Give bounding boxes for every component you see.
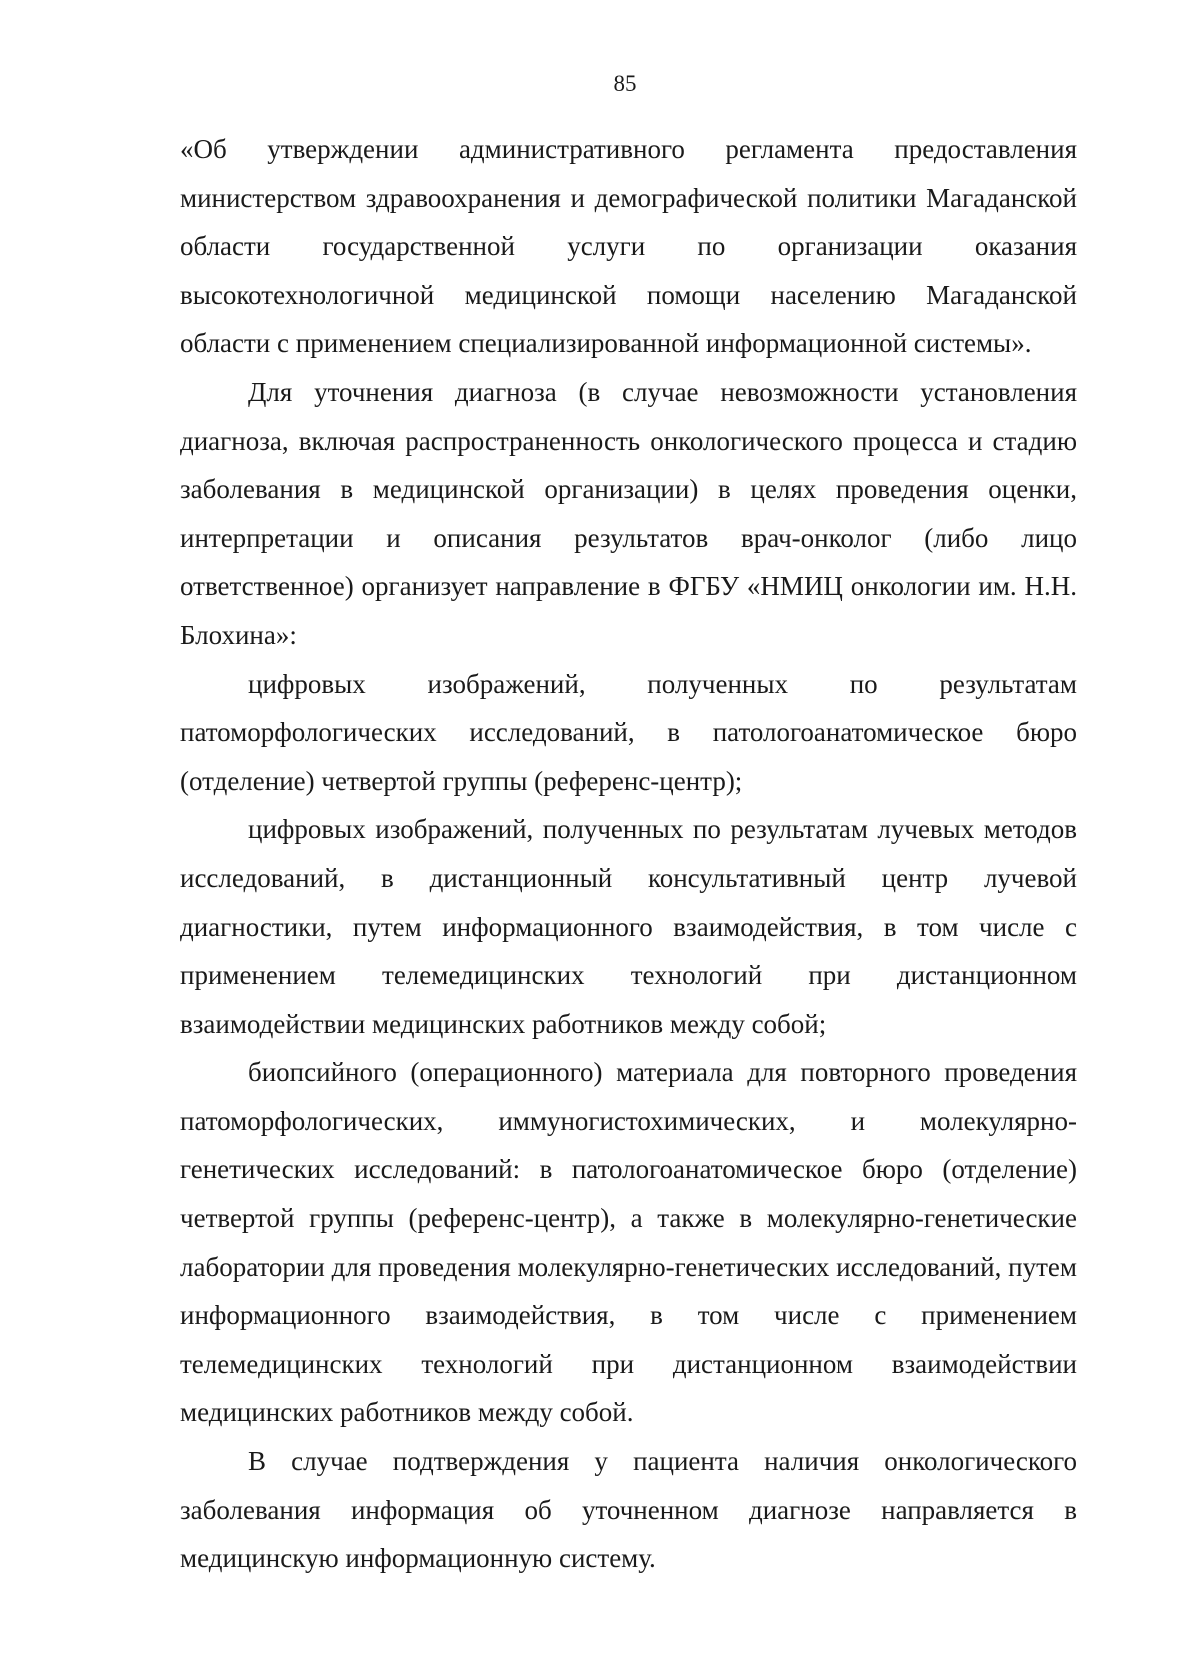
paragraph-diagnosis-clarification: Для уточнения диагноза (в случае невозможности установления диагноза, включая распространенность онкологического процесса и стадию заболевания в медицинской организации) в целях проведения оценки, интерпретации и описания результатов врач-онколог (либо лицо ответственное) организует направление в ФГБУ «НМИЦ онкологии им. Н.Н. Блохина»: [180,376,1077,650]
document-body [180,125,1077,1583]
paragraph-biopsy-material: биопсийного (операционного) материала для повторного проведения патоморфологических, иммуногистохимических, и молекулярно-генетических исследований: в патологоанатомическое бюро (отделение) четвертой группы (референс-центр), а также в молекулярно-генетические лаборатории для проведения молекулярно-генетических исследований, путем информационного взаимодействия, в том числе с применением телемедицинских технологий при дистанционном взаимодействии медицинских работников между собой. [180,1057,1077,1428]
page-number: 85 [613,71,637,96]
paragraph-pathomorphology-images: цифровых изображений, полученных по результатам патоморфологических исследований, в патологоанатомическое бюро (отделение) четвертой группы (референс-центр); [180,668,1077,796]
paragraph-regulation-title: «Об утверждении административного регламента предоставления министерством здравоохранения и демографической политики Магаданской области государственной услуги по организации оказания высокотехнологичной медицинской помощи населению Магаданской области с применением специализированной информационной системы». [180,134,1077,359]
paragraph-confirmed-diagnosis: В случае подтверждения у пациента наличия онкологического заболевания информация об уточненном диагнозе направляется в медицинскую информационную систему. [180,1446,1077,1574]
paragraph-radiology-images: цифровых изображений, полученных по результатам лучевых методов исследований, в дистанционный консультативный центр лучевой диагностики, путем информационного взаимодействия, в том числе с применением телемедицинских технологий при дистанционном взаимодействии медицинских работников между собой; [180,814,1077,1039]
